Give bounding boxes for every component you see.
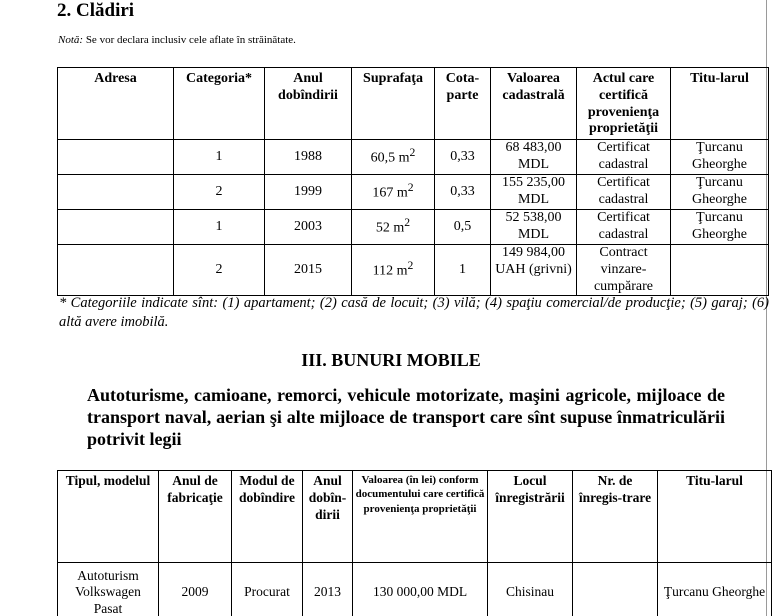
table-row — [58, 175, 769, 210]
header-share: Cota-parte — [435, 68, 491, 140]
cell-category: 1 — [174, 210, 265, 245]
cell-area — [352, 175, 435, 210]
cell-address — [58, 175, 174, 210]
buildings-table — [57, 67, 769, 296]
header-address: Adresa — [58, 68, 174, 140]
header-owner: Titu-larul — [671, 68, 769, 140]
cell-area — [352, 245, 435, 296]
header-registration-place: Locul înregistrării — [488, 471, 573, 563]
table-header-row — [58, 68, 769, 140]
header-cadastral-value: Valoarea cadastrală — [491, 68, 577, 140]
header-acquisition-mode: Modul de dobîndire — [232, 471, 303, 563]
cell-share: 0,33 — [435, 175, 491, 210]
note-text: Se vor declara inclusiv cele aflate în străinătate. — [85, 34, 296, 46]
cell-year: 2003 — [265, 210, 352, 245]
header-owner: Titu-larul — [658, 471, 772, 563]
table-header-row — [58, 471, 772, 563]
header-value: Valoarea (în lei) conform documentului care certifică provenienţa proprietăţii — [353, 471, 488, 563]
area-unit-exponent: 2 — [407, 259, 414, 273]
table-row — [58, 210, 769, 245]
cell-area — [352, 210, 435, 245]
section-title-movable-assets: III. BUNURI MOBILE — [301, 350, 481, 370]
area-value: 167 m — [372, 185, 408, 201]
header-category: Categoria* — [174, 68, 265, 140]
cell-value: 149 984,00 UAH (grivni) — [491, 245, 577, 296]
cell-category: 2 — [174, 245, 265, 296]
section-note — [58, 34, 296, 46]
cell-value: 52 538,00 MDL — [491, 210, 577, 245]
area-unit-exponent: 2 — [409, 146, 416, 160]
cell-address — [58, 245, 174, 296]
cell-registration-number — [573, 563, 658, 616]
cell-year: 2015 — [265, 245, 352, 296]
cell-owner: Ţurcanu Gheorghe — [671, 210, 769, 245]
cell-category: 1 — [174, 140, 265, 175]
header-type-model: Tipul, modelul — [58, 471, 159, 563]
area-unit-exponent: 2 — [407, 181, 414, 195]
cell-value: 68 483,00 MDL — [491, 140, 577, 175]
header-ownership-act: Actul care certifică provenienţa proprietăţii — [577, 68, 671, 140]
vehicles-table — [57, 470, 772, 616]
cell-owner: Ţurcanu Gheorghe — [671, 140, 769, 175]
area-value: 52 m — [375, 220, 405, 236]
cell-registration-place: Chisinau — [488, 563, 573, 616]
cell-owner: Ţurcanu Gheorghe — [658, 563, 772, 616]
header-acquisition-year: Anul dobîn-dirii — [303, 471, 353, 563]
cell-share: 1 — [435, 245, 491, 296]
cell-address — [58, 210, 174, 245]
cell-value: 155 235,00 MDL — [491, 175, 577, 210]
table-row — [58, 245, 769, 296]
cell-owner — [671, 245, 769, 296]
cell-act: Certificat cadastral — [577, 175, 671, 210]
header-manufacture-year: Anul de fabricaţie — [159, 471, 232, 563]
cell-value: 130 000,00 MDL — [353, 563, 488, 616]
area-unit-exponent: 2 — [404, 216, 411, 230]
header-year-acquired: Anul dobîndirii — [265, 68, 352, 140]
category-footnote: * Categoriile indicate sînt: (1) apartament; (2) casă de locuit; (3) vilă; (4) spaţiu comercial/de producţie; (5) garaj; (6) altă avere imobilă. — [59, 295, 769, 330]
cell-manufacture-year: 2009 — [159, 563, 232, 616]
header-area: Suprafaţa — [352, 68, 435, 140]
cell-model: Autoturism Volkswagen Pasat — [58, 563, 159, 616]
table-row — [58, 563, 772, 616]
table-row — [58, 140, 769, 175]
cell-acquisition-year: 2013 — [303, 563, 353, 616]
cell-area — [352, 140, 435, 175]
header-registration-number: Nr. de înregis-trare — [573, 471, 658, 563]
cell-act: Contract vinzare-cumpărare — [577, 245, 671, 296]
cell-address — [58, 140, 174, 175]
cell-acquisition-mode: Procurat — [232, 563, 303, 616]
cell-category: 2 — [174, 175, 265, 210]
cell-act: Certificat cadastral — [577, 210, 671, 245]
area-value: 112 m — [372, 264, 408, 280]
cell-share: 0,5 — [435, 210, 491, 245]
area-value: 60,5 m — [370, 150, 410, 166]
cell-year: 1988 — [265, 140, 352, 175]
section-subtitle-vehicles: Autoturisme, camioane, remorci, vehicule motorizate, maşini agricole, mijloace de transport naval, aerian şi alte mijloace de transport care sînt supuse înmatriculării potrivit legii — [87, 385, 725, 449]
section-title-buildings: 2. Clădiri — [57, 0, 135, 21]
cell-year: 1999 — [265, 175, 352, 210]
cell-share: 0,33 — [435, 140, 491, 175]
cell-act: Certificat cadastral — [577, 140, 671, 175]
cell-owner: Ţurcanu Gheorghe — [671, 175, 769, 210]
note-label: Notă: — [58, 34, 84, 46]
